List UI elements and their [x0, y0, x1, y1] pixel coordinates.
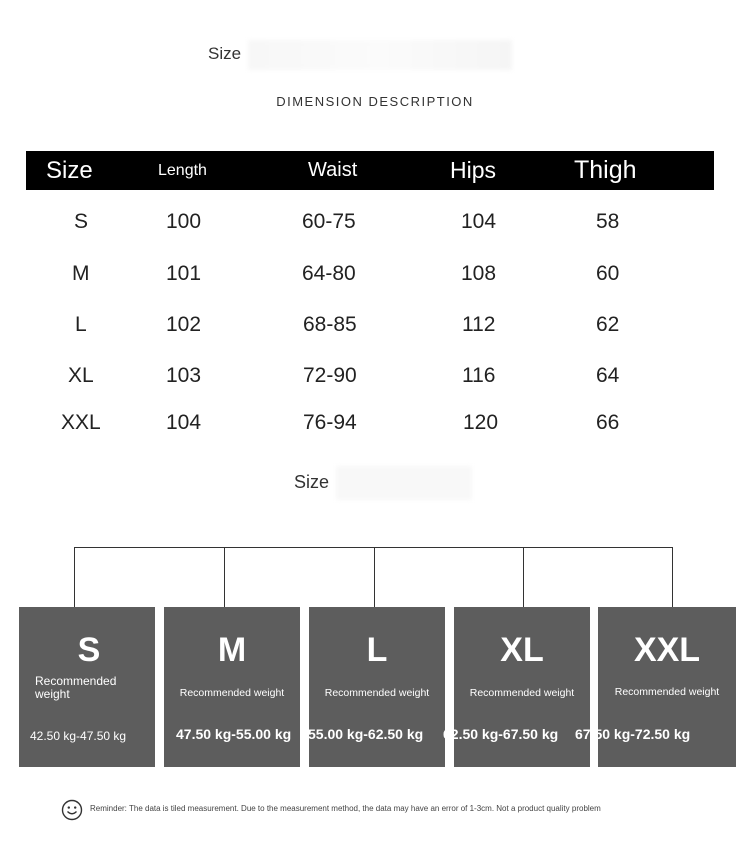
waist-cell: 76-94: [303, 411, 357, 434]
thigh-cell: 64: [596, 364, 620, 387]
card-size-label: M: [217, 631, 247, 669]
blurred-heading-area: [248, 40, 512, 70]
size-card-l: [309, 607, 445, 767]
thigh-cell: 60: [596, 262, 620, 285]
thigh-cell: 66: [596, 411, 620, 434]
weight-range-m: 47.50 kg-55.00 kg: [176, 726, 292, 742]
table-row: [26, 411, 714, 451]
size-card-xxl: [598, 607, 736, 767]
card-recommended-label: Recommended weight: [35, 674, 117, 701]
size-card-xl: [454, 607, 590, 767]
size-cell: L: [75, 313, 87, 336]
card-size-label: XL: [500, 631, 544, 669]
length-cell: 101: [166, 262, 202, 285]
card-recommended-label: Recommended weight: [469, 687, 575, 699]
connector-line: [523, 547, 524, 607]
length-cell: 104: [166, 411, 202, 434]
card-size-label: S: [77, 631, 101, 669]
size-cell: M: [72, 262, 90, 285]
connector-line: [224, 547, 225, 607]
card-size-label: XXL: [633, 631, 701, 669]
weight-range-l: 55.00 kg-62.50 kg: [308, 726, 424, 742]
smiley-icon: [61, 799, 83, 821]
table-row: [26, 210, 714, 250]
connector-line: [374, 547, 375, 607]
card-size-label: L: [366, 631, 388, 669]
thigh-cell: 62: [596, 313, 620, 336]
column-header-hips: Hips: [450, 157, 497, 183]
waist-cell: 64-80: [302, 262, 356, 285]
size-card-s: [19, 607, 155, 767]
section-title: Size: [294, 472, 330, 492]
size-cell: S: [74, 210, 89, 233]
waist-cell: 72-90: [303, 364, 357, 387]
hips-cell: 112: [462, 313, 496, 336]
size-card-m: [164, 607, 300, 767]
column-header-waist: Waist: [308, 159, 358, 181]
blurred-heading-area: [336, 466, 472, 500]
thigh-cell: 58: [596, 210, 620, 233]
connector-line: [672, 547, 673, 607]
column-header-thigh: Thigh: [574, 156, 637, 184]
hips-cell: 120: [463, 411, 499, 434]
weight-range-xxl: 67.50 kg-72.50 kg: [575, 726, 691, 742]
weight-range-s: 42.50 kg-47.50 kg: [30, 729, 127, 743]
length-cell: 100: [166, 210, 202, 233]
page-subtitle: DIMENSION DESCRIPTION: [276, 94, 474, 109]
card-recommended-label: Recommended weight: [614, 686, 720, 698]
hips-cell: 104: [461, 210, 497, 233]
column-header-length: Length: [158, 162, 207, 179]
waist-cell: 68-85: [303, 313, 357, 336]
hips-cell: 108: [461, 262, 497, 285]
table-row: [26, 364, 714, 404]
table-row: [26, 262, 714, 302]
reminder-text: Reminder: The data is tiled measurement. Due to the measurement method, the data may have an error of 1-3cm. Not a product quality problem: [90, 804, 601, 813]
column-header-size: Size: [46, 157, 93, 184]
length-cell: 103: [166, 364, 202, 387]
card-recommended-label: Recommended weight: [324, 687, 430, 699]
card-recommended-label: Recommended weight: [179, 687, 285, 699]
length-cell: 102: [166, 313, 202, 336]
table-header: [26, 151, 714, 190]
page-title: Size: [208, 44, 242, 63]
weight-range-xl: 62.50 kg-67.50 kg: [443, 726, 559, 742]
size-cell: XXL: [61, 411, 101, 434]
waist-cell: 60-75: [302, 210, 356, 233]
size-cell: XL: [68, 364, 94, 387]
connector-line: [74, 547, 75, 607]
table-row: [26, 313, 714, 353]
hips-cell: 116: [462, 364, 496, 387]
